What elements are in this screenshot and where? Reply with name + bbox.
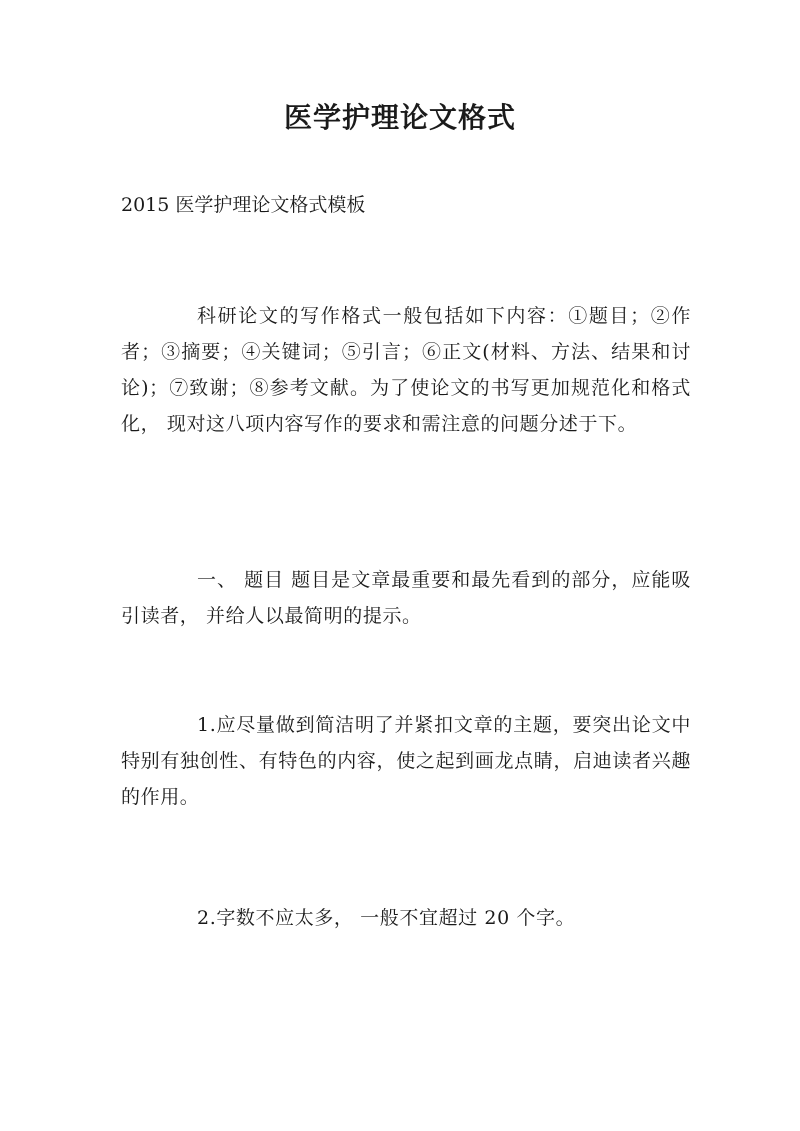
document-subtitle: 2015 医学护理论文格式模板 bbox=[121, 194, 366, 216]
paragraph-point-2: 2.字数不应太多， 一般不宜超过 20 个字。 bbox=[197, 907, 576, 929]
document-title: 医学护理论文格式 bbox=[283, 101, 516, 134]
paragraph-section-title: 一、 题目 题目是文章最重要和最先看到的部分，应能吸引读者， 并给人以最简明的提示。 bbox=[121, 569, 691, 627]
paragraph-intro: 科研论文的写作格式一般包括如下内容：①题目；②作者；③摘要；④关键词；⑤引言；⑥正文(材料、方法、结果和讨论)；⑦致谢；⑧参考文献。为了使论文的书写更加规范化和格式化， 现对这八项内容写作的要求和需注意的问题分述于下。 bbox=[121, 305, 691, 435]
paragraph-point-1: 1.应尽量做到简洁明了并紧扣文章的主题，要突出论文中特别有独创性、有特色的内容，使之起到画龙点睛，启迪读者兴趣的作用。 bbox=[121, 714, 691, 808]
